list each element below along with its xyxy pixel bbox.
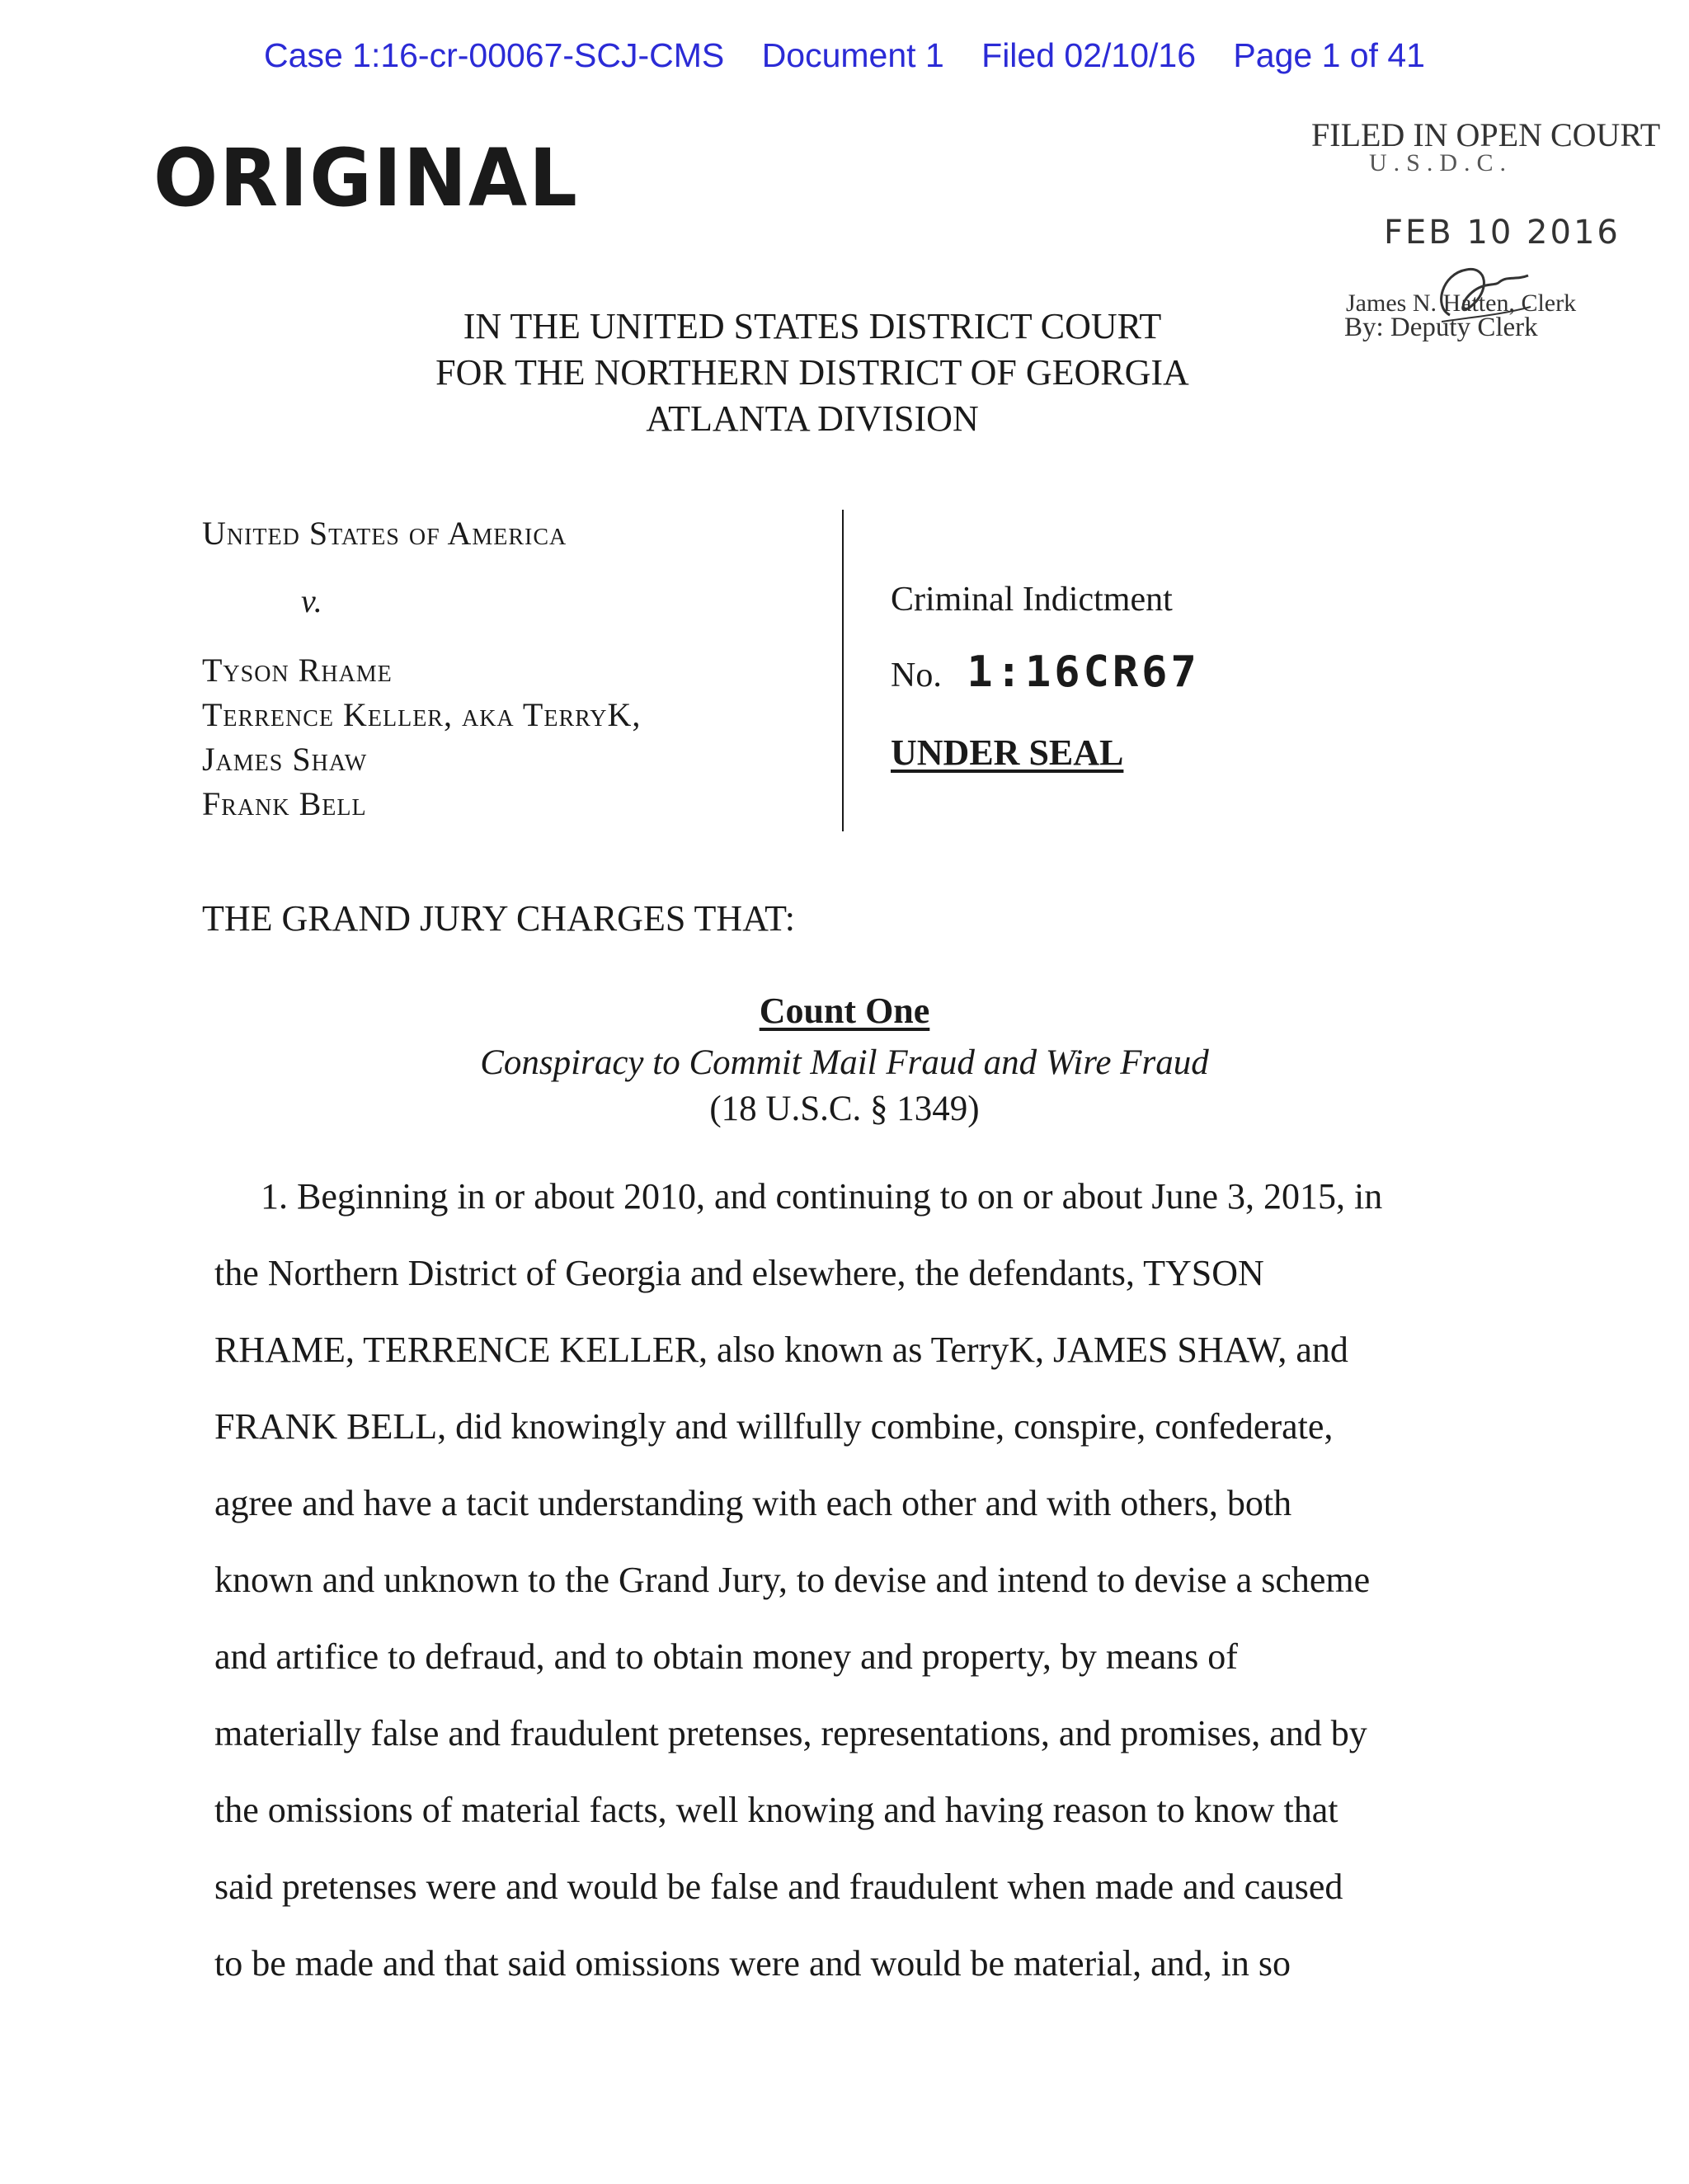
document-number-header: Document 1: [761, 36, 944, 74]
filed-stamp-date: FEB 10 2016: [1384, 214, 1621, 252]
versus-label: v.: [301, 582, 323, 619]
court-line-2: FOR THE NORTHERN DISTRICT OF GEORGIA: [435, 352, 1189, 393]
under-seal-label: UNDER SEAL: [891, 732, 1124, 773]
paragraph-1: [214, 1158, 1501, 2002]
filed-stamp-court: U.S.D.C.: [1369, 149, 1513, 177]
defendant-name: Tyson Rhame: [202, 652, 393, 689]
case-caption-info: [891, 580, 1200, 774]
case-number-label: No.: [891, 657, 942, 694]
case-caption-parties: [202, 511, 641, 826]
court-line-3: ATLANTA DIVISION: [646, 398, 979, 439]
count-title: Count One: [759, 991, 930, 1031]
document-type: Criminal Indictment: [891, 581, 1173, 619]
paragraph-line: materially false and fraudulent pretenses, representations, and promises, and by: [214, 1713, 1367, 1753]
filed-stamp-title: FILED IN OPEN COURT: [1311, 116, 1661, 153]
paragraph-line: the Northern District of Georgia and elsewhere, the defendants, TYSON: [214, 1253, 1264, 1293]
plaintiff-name: United States of America: [202, 515, 567, 552]
court-heading: [0, 304, 1689, 442]
case-number-line: [891, 647, 1200, 697]
paragraph-line: 1. Beginning in or about 2010, and continuing to on or about June 3, 2015, in: [261, 1176, 1383, 1217]
filed-date-header: Filed 02/10/16: [981, 36, 1197, 74]
paragraph-line: and artifice to defraud, and to obtain money and property, by means of: [214, 1636, 1238, 1677]
original-stamp: ORIGINAL: [153, 132, 579, 225]
page-number-header: Page 1 of 41: [1233, 36, 1425, 74]
paragraph-line: RHAME, TERRENCE KELLER, also known as TerryK, JAMES SHAW, and: [214, 1330, 1348, 1370]
caption-divider: [842, 510, 844, 831]
case-number-stamp: 1:16CR67: [967, 647, 1200, 697]
paragraph-line: to be made and that said omissions were and would be material, and, in so: [214, 1943, 1291, 1984]
case-number-header: Case 1:16-cr-00067-SCJ-CMS: [264, 36, 725, 74]
paragraph-line: FRANK BELL, did knowingly and willfully combine, conspire, confederate,: [214, 1406, 1334, 1447]
paragraph-line: said pretenses were and would be false and fraudulent when made and caused: [214, 1866, 1343, 1907]
court-line-1: IN THE UNITED STATES DISTRICT COURT: [463, 306, 1162, 346]
paragraph-line: the omissions of material facts, well knowing and having reason to know that: [214, 1790, 1338, 1830]
filed-stamp-clerk: James N. Hatten, Clerk: [1346, 289, 1577, 317]
ecf-header: [0, 36, 1689, 75]
paragraph-line: agree and have a tacit understanding with each other and with others, both: [214, 1483, 1292, 1523]
paragraph-line: known and unknown to the Grand Jury, to devise and intend to devise a scheme: [214, 1560, 1371, 1600]
count-subtitle: Conspiracy to Commit Mail Fraud and Wire Fraud: [480, 1043, 1209, 1082]
filed-stamp-deputy: By: Deputy Clerk: [1344, 313, 1538, 342]
defendant-name: Frank Bell: [202, 785, 367, 822]
charges-intro: THE GRAND JURY CHARGES THAT:: [202, 898, 795, 939]
defendant-name: Terrence Keller, aka TerryK,: [202, 696, 642, 733]
count-statute: (18 U.S.C. § 1349): [709, 1090, 980, 1128]
defendant-name: James Shaw: [202, 741, 368, 778]
